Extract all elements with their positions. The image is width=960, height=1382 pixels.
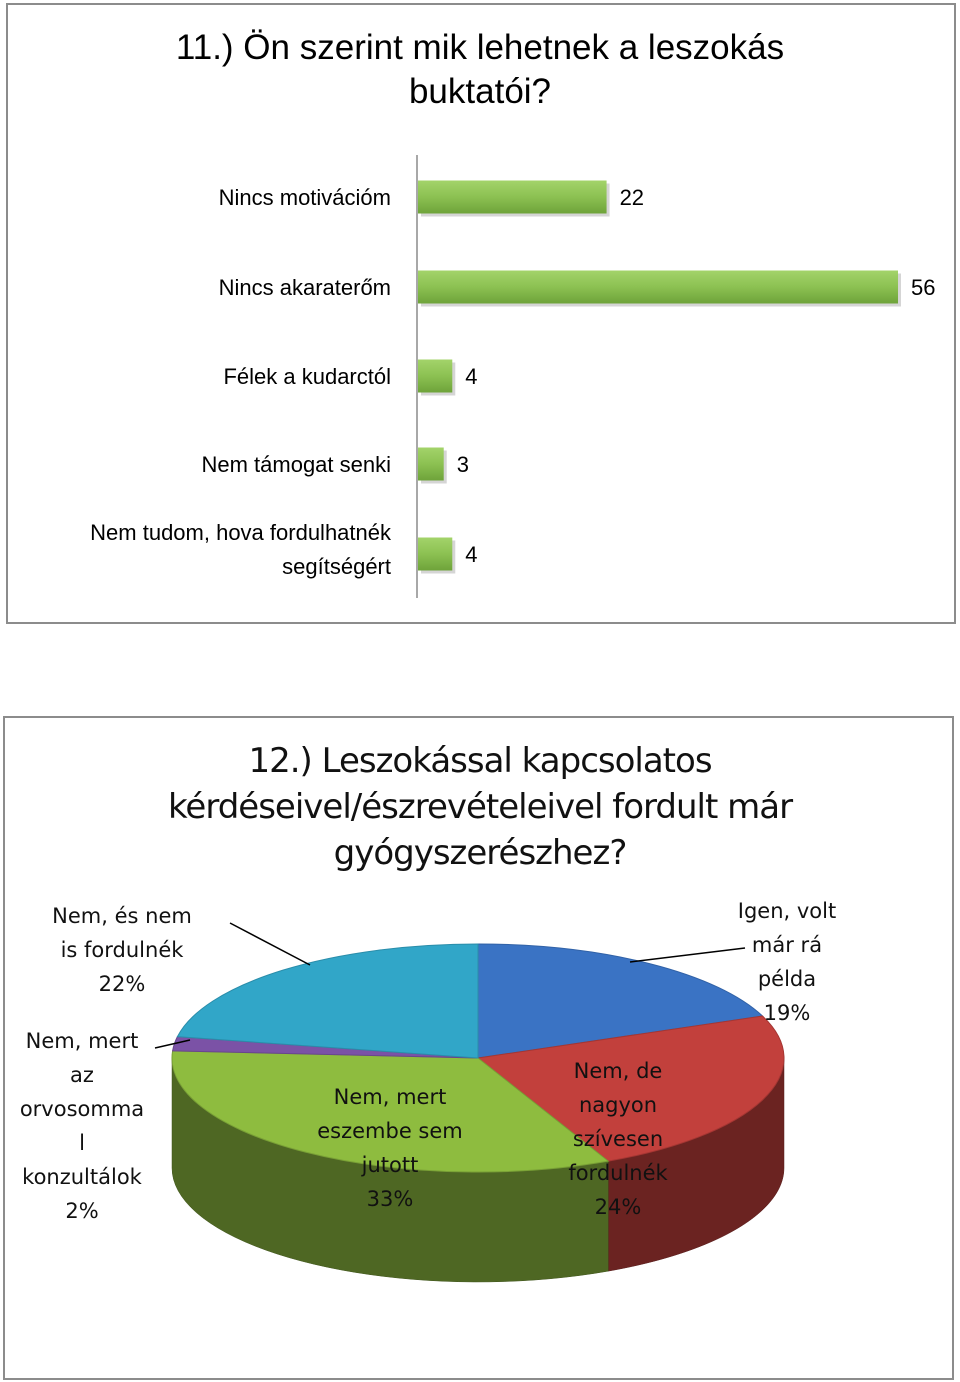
pie-slice-label: jutott (361, 1153, 419, 1177)
bar (418, 181, 607, 214)
bar (418, 448, 444, 481)
bar-category-label: Nincs motivációm (218, 185, 391, 210)
pie-slice-label: Nem, mert (25, 1029, 139, 1053)
bar-value-label: 56 (911, 275, 936, 300)
pie-leader-line (630, 948, 745, 962)
bar-chart (90, 155, 935, 598)
pie-chart-title-line-3: gyógyszerészhez? (333, 833, 627, 873)
pie-slice-label: 24% (594, 1195, 642, 1219)
bar-category-label: Nem tudom, hova fordulhatnék (90, 520, 391, 545)
bar-category-label: Félek a kudarctól (223, 364, 391, 389)
bar-chart-title-line-2: buktatói? (408, 72, 552, 111)
pie-slice-label: konzultálok (22, 1165, 142, 1189)
pie-slice-label: példa (757, 967, 817, 991)
bar (418, 538, 452, 571)
pie-slice-label: 33% (366, 1187, 414, 1211)
pie-slice-label: 19% (763, 1001, 811, 1025)
pie-slice-label: eszembe sem (317, 1119, 463, 1143)
pie-slice-label: 2% (65, 1199, 99, 1223)
pie-chart-title-line-2: kérdéseivel/észrevételeivel fordult már (167, 787, 793, 827)
pie-slice-label: 22% (98, 972, 146, 996)
pie-leader-line (230, 923, 310, 965)
pie-slice-label: Nem, mert (333, 1085, 447, 1109)
bar-chart-title-line-1: 11.) Ön szerint mik lehetnek a leszokás (175, 28, 785, 67)
bar-category-label: Nincs akaraterőm (218, 275, 391, 300)
pie-chart-title-line-1: 12.) Leszokással kapcsolatos (248, 741, 712, 781)
pie-slice-label: is fordulnék (60, 938, 184, 962)
bar (418, 360, 452, 393)
pie-slice-label: az (70, 1063, 94, 1087)
pie-slice-label: Nem, és nem (52, 904, 192, 928)
pie-slice-label: szívesen (572, 1127, 664, 1151)
pie-slice-label: orvosomma (19, 1097, 145, 1121)
bar-category-label: segítségért (282, 554, 391, 579)
bar (418, 271, 898, 304)
pie-slice-label: Nem, de (573, 1059, 663, 1083)
bar-category-label: Nem támogat senki (201, 452, 391, 477)
pie-slice-label: Igen, volt (737, 899, 837, 923)
pie-slice-label: l (79, 1131, 85, 1155)
bar-value-label: 22 (619, 185, 645, 210)
pie-chart (20, 899, 836, 1282)
pie-slice-label: nagyon (578, 1093, 658, 1117)
bar-value-label: 3 (456, 452, 469, 477)
pie-slice-label: már rá (751, 933, 823, 957)
bar-value-label: 4 (465, 364, 478, 389)
bar-value-label: 4 (465, 542, 478, 567)
pie-slice-label: fordulnék (568, 1161, 668, 1185)
